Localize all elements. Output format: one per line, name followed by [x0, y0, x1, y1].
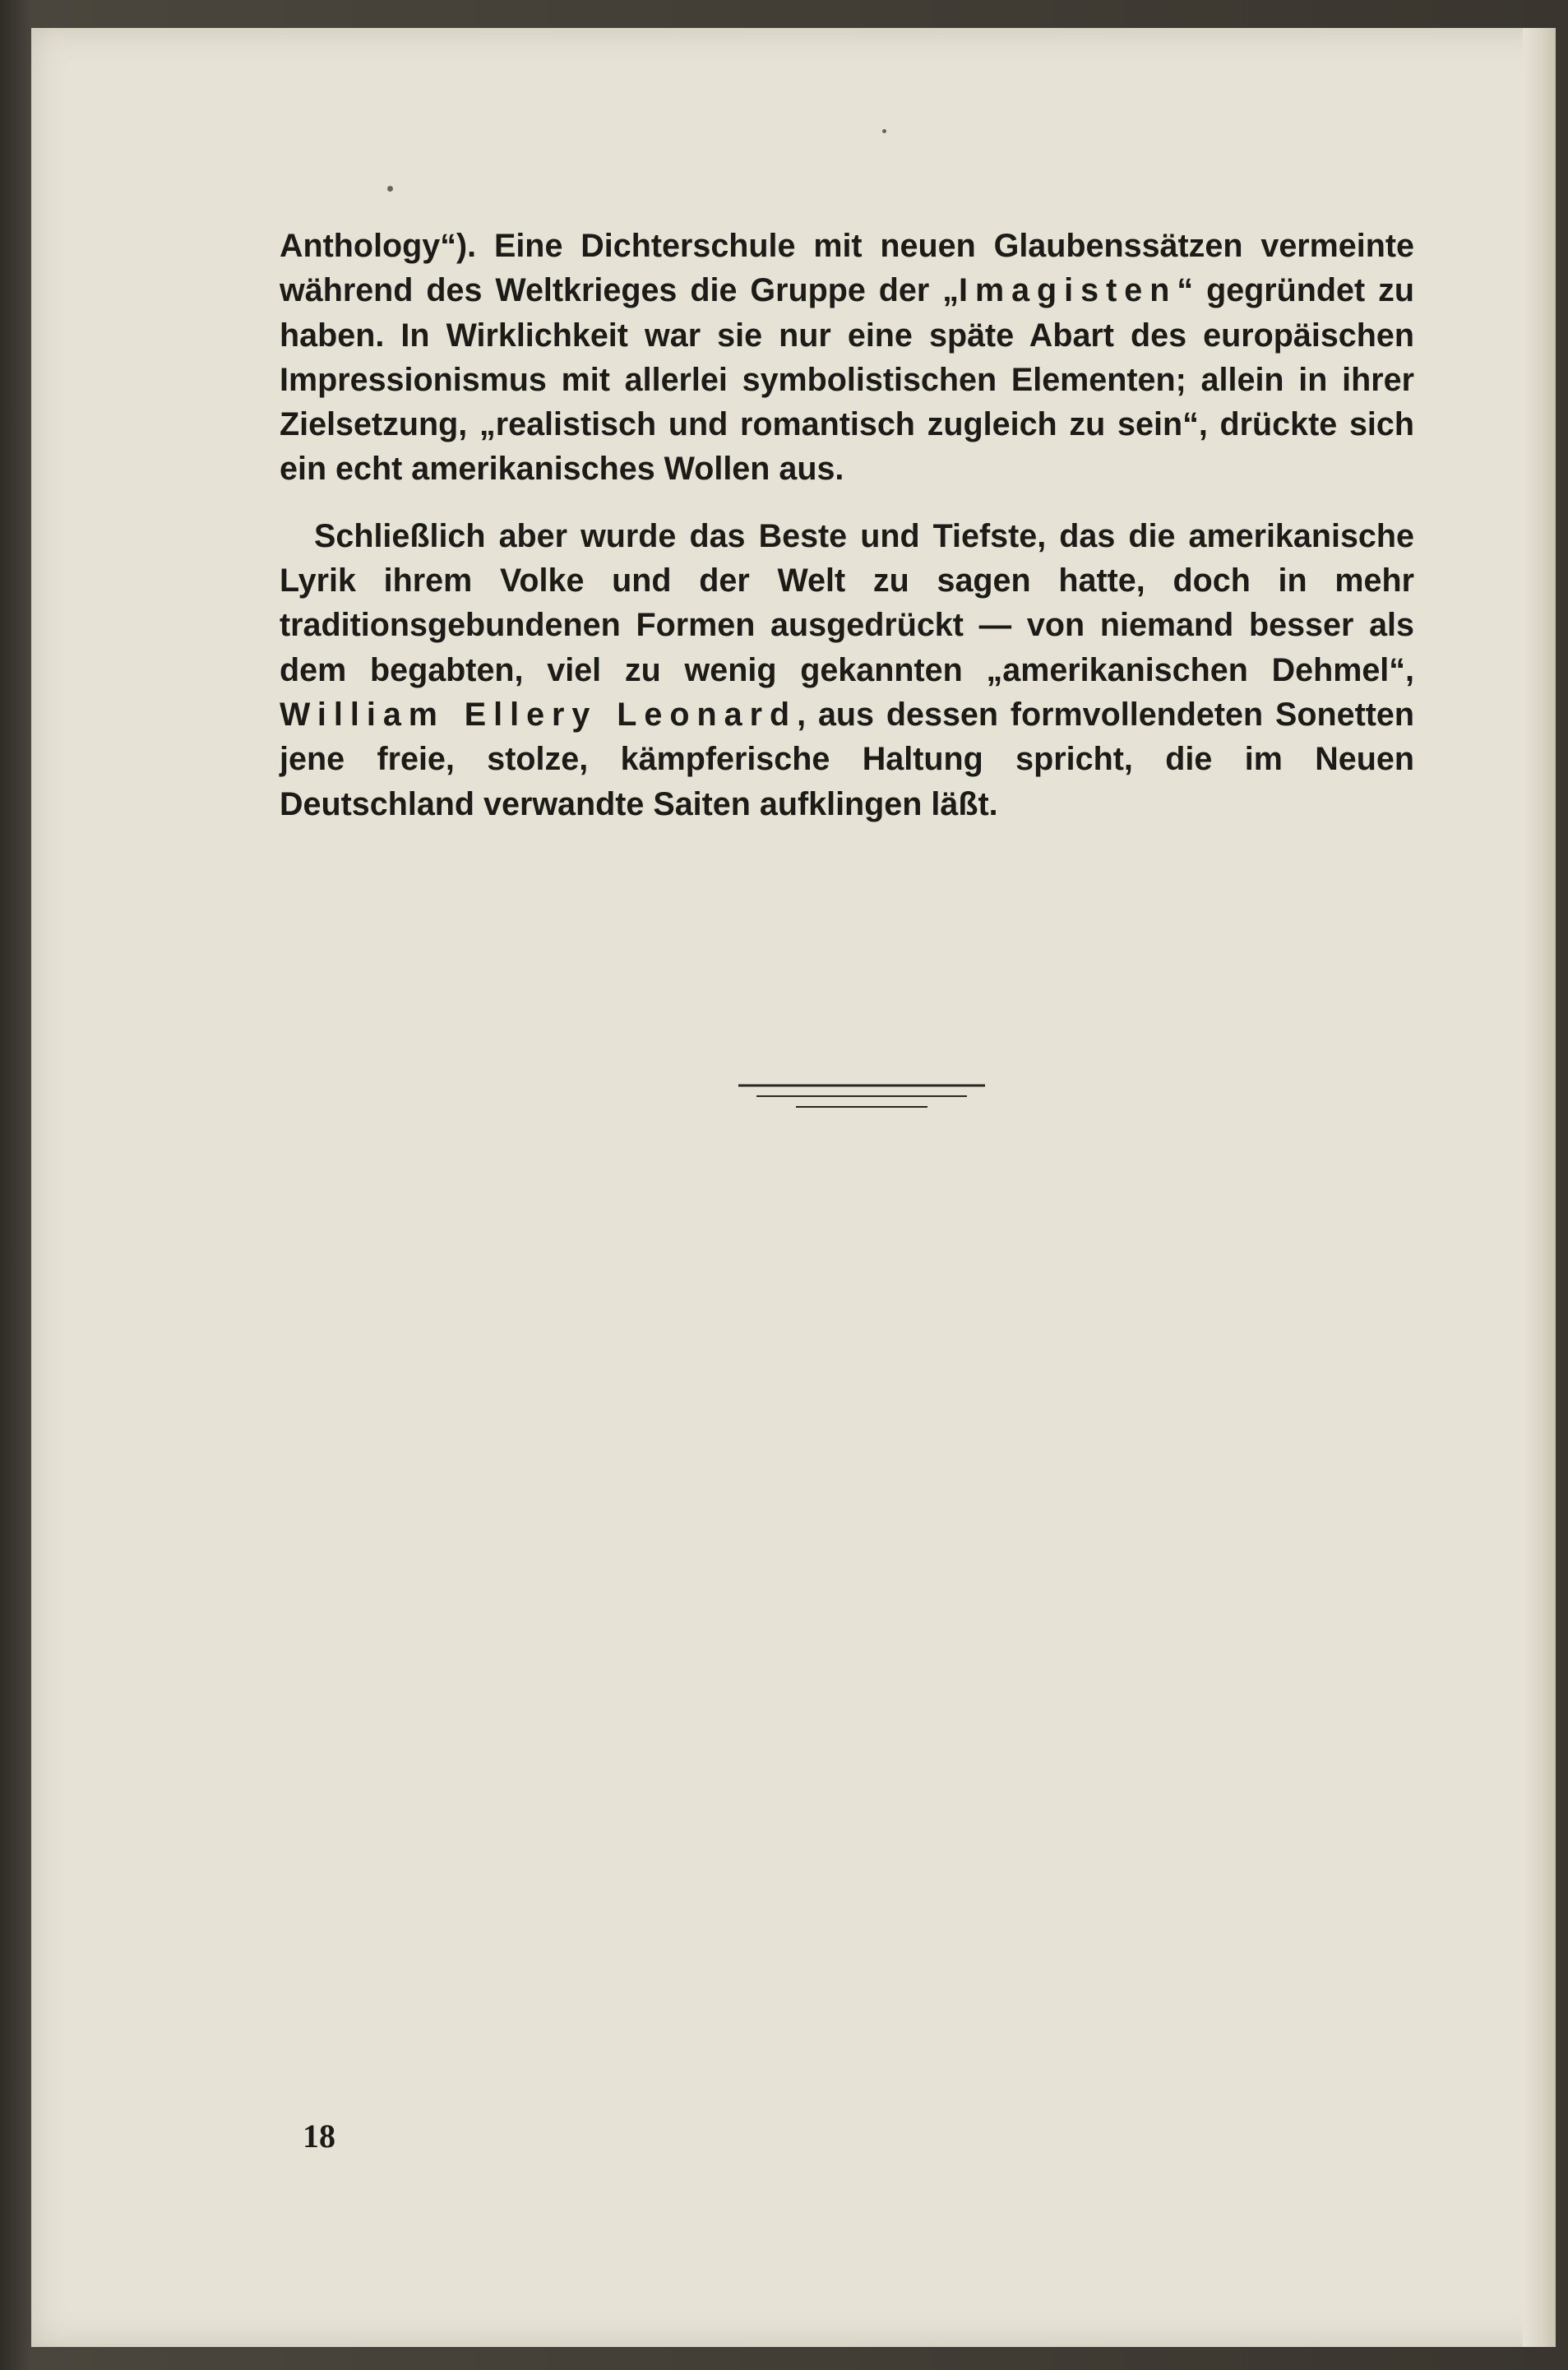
paragraph-2 [280, 514, 1414, 826]
ink-speck [387, 186, 393, 192]
text-run: Schließlich aber wurde das Beste und Tiefste, das die amerikanische Lyrik ihrem Volke und der Welt zu sagen hatte, doch in mehr traditionsgebundenen Formen ausgedrückt — von niemand besser als dem begabten, viel zu wenig gekannten „amerikanischen Dehmel“, [280, 517, 1414, 688]
spaced-name-imagisten: Imagisten [958, 272, 1177, 309]
body-text [280, 224, 1414, 826]
text-run: “ gegründet zu haben. In Wirklichkeit war sie nur eine späte Abart des europäischen Impressionismus mit allerlei symbolistischen Elementen; allein in ihrer Zielsetzung, „realistisch und romantisch zugleich zu sein“, drückte sich ein echt amerikanisches Wollen aus. [280, 272, 1414, 488]
text-run: , aus dessen formvollendeten Sonetten jene freie, stolze, kämpferische Haltung spricht, die im Neuen Deutschland verwandte Saiten aufklingen läßt. [280, 696, 1414, 822]
divider-ornament [738, 1081, 985, 1116]
paragraph-1 [280, 224, 1414, 492]
text-run: Anthology“). Eine Dichterschule mit neuen Glaubenssätzen vermeinte während des Weltkrieges die Gruppe der „ [280, 228, 1414, 309]
page-number: 18 [303, 2118, 335, 2155]
ink-speck [882, 129, 886, 133]
spaced-name-leonard: William Ellery Leonard [280, 696, 798, 733]
page-edge [1523, 28, 1556, 2347]
